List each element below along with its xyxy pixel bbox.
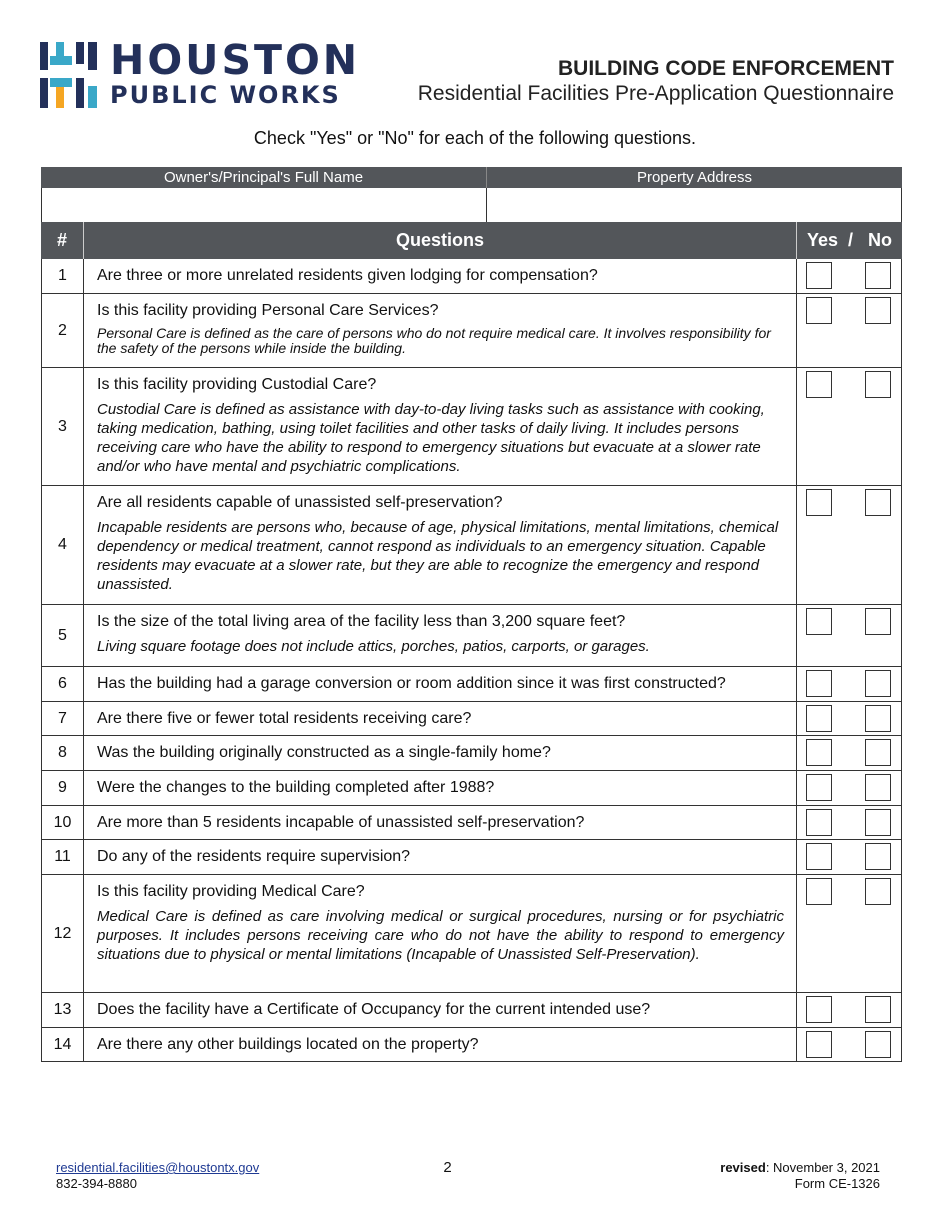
answer-cell xyxy=(797,605,901,666)
answer-cell xyxy=(797,667,901,701)
contact-email-link[interactable]: residential.facilities@houstontx.gov xyxy=(56,1160,260,1175)
revised-label: revised xyxy=(720,1160,766,1175)
question-text: Was the building originally constructed as a single-family home? xyxy=(97,744,551,761)
houston-logo-mark-icon xyxy=(40,42,102,108)
question-cell xyxy=(84,605,797,666)
question-cell xyxy=(84,259,797,293)
question-number: 8 xyxy=(42,736,84,770)
revised-date-value: : November 3, 2021 xyxy=(765,1160,880,1175)
no-checkbox[interactable] xyxy=(865,371,891,398)
page-number: 2 xyxy=(443,1159,452,1176)
question-cell xyxy=(84,294,797,367)
question-number: 10 xyxy=(42,806,84,839)
logo-houston-text: HOUSTON xyxy=(110,36,361,84)
no-checkbox[interactable] xyxy=(865,1031,891,1058)
question-number: 14 xyxy=(42,1028,84,1061)
question-row xyxy=(41,806,902,840)
answer-cell xyxy=(797,840,901,874)
page-title: BUILDING CODE ENFORCEMENT xyxy=(558,57,894,80)
yes-checkbox[interactable] xyxy=(806,705,832,732)
question-row xyxy=(41,368,902,486)
question-row xyxy=(41,840,902,875)
no-checkbox[interactable] xyxy=(865,705,891,732)
no-checkbox[interactable] xyxy=(865,878,891,905)
no-checkbox[interactable] xyxy=(865,739,891,766)
question-text: Is this facility providing Personal Care Services? xyxy=(97,302,439,319)
page-subtitle: Residential Facilities Pre-Application Questionnaire xyxy=(417,82,894,105)
no-checkbox[interactable] xyxy=(865,843,891,870)
question-cell xyxy=(84,771,797,805)
question-text: Are more than 5 residents incapable of unassisted self-preservation? xyxy=(97,814,585,831)
answer-cell xyxy=(797,486,901,604)
no-checkbox[interactable] xyxy=(865,608,891,635)
question-cell xyxy=(84,736,797,770)
answer-cell xyxy=(797,259,901,293)
answer-cell xyxy=(797,368,901,485)
question-text: Were the changes to the building completed after 1988? xyxy=(97,779,495,796)
yes-checkbox[interactable] xyxy=(806,809,832,836)
yes-checkbox[interactable] xyxy=(806,774,832,801)
revised-date xyxy=(720,1160,880,1175)
question-number: 3 xyxy=(42,368,84,485)
owner-input-row xyxy=(41,188,902,222)
question-cell xyxy=(84,667,797,701)
questions-column-header: Questions xyxy=(84,222,797,259)
question-description: Living square footage does not include attics, porches, patios, carports, or garages. xyxy=(97,638,650,655)
yes-checkbox[interactable] xyxy=(806,843,832,870)
owner-header-row xyxy=(41,167,902,188)
question-text: Are there five or fewer total residents receiving care? xyxy=(97,710,472,727)
question-text: Has the building had a garage conversion or room addition since it was first constructed? xyxy=(97,675,726,692)
question-description: Medical Care is defined as care involving medical or surgical procedures, nursing or for psychiatric purposes. It includes persons receiving care who do not have the ability to respond to emergency situations due to physical or mental limitations (Incapable of Unassisted Self-Preservation). xyxy=(97,908,784,963)
question-row xyxy=(41,736,902,771)
question-number: 11 xyxy=(42,840,84,874)
yes-checkbox[interactable] xyxy=(806,297,832,324)
question-number: 9 xyxy=(42,771,84,805)
owner-name-label: Owner's/Principal's Full Name xyxy=(41,167,487,188)
no-checkbox[interactable] xyxy=(865,809,891,836)
question-number: 13 xyxy=(42,993,84,1027)
answer-cell xyxy=(797,736,901,770)
answer-cell xyxy=(797,771,901,805)
logo-public-works-text: PUBLIC WORKS xyxy=(110,81,341,109)
question-row xyxy=(41,667,902,702)
no-checkbox[interactable] xyxy=(865,996,891,1023)
questions-header-row xyxy=(41,222,902,259)
question-number: 1 xyxy=(42,259,84,293)
question-text: Does the facility have a Certificate of Occupancy for the current intended use? xyxy=(97,1001,651,1018)
yes-checkbox[interactable] xyxy=(806,739,832,766)
questionnaire-table xyxy=(41,167,902,1062)
question-row xyxy=(41,486,902,605)
question-cell xyxy=(84,993,797,1027)
answer-cell xyxy=(797,702,901,735)
instruction-text: Check "Yes" or "No" for each of the following questions. xyxy=(253,128,697,148)
question-number: 6 xyxy=(42,667,84,701)
contact-phone: 832-394-8880 xyxy=(56,1176,137,1191)
question-row xyxy=(41,605,902,667)
question-number: 4 xyxy=(42,486,84,604)
question-text: Are all residents capable of unassisted self-preservation? xyxy=(97,494,503,511)
yes-checkbox[interactable] xyxy=(806,608,832,635)
answer-cell xyxy=(797,993,901,1027)
number-column-header: # xyxy=(41,222,84,259)
answer-cell xyxy=(797,875,901,992)
answer-cell xyxy=(797,1028,901,1061)
question-cell xyxy=(84,702,797,735)
answer-cell xyxy=(797,294,901,367)
question-row xyxy=(41,771,902,806)
question-text: Is this facility providing Medical Care? xyxy=(97,883,365,900)
question-number: 12 xyxy=(42,875,84,992)
question-text: Is this facility providing Custodial Care? xyxy=(97,376,377,393)
yes-no-column-header: Yes / No xyxy=(806,230,893,250)
question-text: Is the size of the total living area of the facility less than 3,200 square feet? xyxy=(97,613,626,630)
question-description: Personal Care is defined as the care of persons who do not require medical care. It involves responsibility for the safety of the persons while inside the building. xyxy=(97,325,771,356)
form-number: Form CE-1326 xyxy=(794,1176,880,1191)
owner-name-field[interactable] xyxy=(42,188,487,222)
question-cell xyxy=(84,806,797,839)
question-row xyxy=(41,875,902,993)
question-cell xyxy=(84,486,797,604)
question-text: Are three or more unrelated residents given lodging for compensation? xyxy=(97,267,598,284)
yes-checkbox[interactable] xyxy=(806,489,832,516)
question-row xyxy=(41,702,902,736)
no-checkbox[interactable] xyxy=(865,774,891,801)
question-text: Do any of the residents require supervision? xyxy=(97,848,411,865)
yes-checkbox[interactable] xyxy=(806,371,832,398)
property-address-label: Property Address xyxy=(636,169,753,186)
question-row xyxy=(41,1028,902,1062)
yes-checkbox[interactable] xyxy=(806,670,832,697)
question-number: 7 xyxy=(42,702,84,735)
question-text: Are there any other buildings located on the property? xyxy=(97,1036,479,1053)
question-number: 5 xyxy=(42,605,84,666)
no-checkbox[interactable] xyxy=(865,262,891,289)
question-cell xyxy=(84,368,797,485)
yes-checkbox[interactable] xyxy=(806,996,832,1023)
question-number: 2 xyxy=(42,294,84,367)
question-cell xyxy=(84,840,797,874)
question-row xyxy=(41,993,902,1028)
houston-public-works-logo xyxy=(40,36,361,110)
yes-checkbox[interactable] xyxy=(806,1031,832,1058)
no-checkbox[interactable] xyxy=(865,297,891,324)
property-address-field[interactable] xyxy=(487,188,901,222)
question-cell xyxy=(84,1028,797,1061)
question-description: Custodial Care is defined as assistance with day-to-day living tasks such as assistance with cooking, taking medication, bathing, using toilet facilities and other tasks of daily living. It includes persons receiving care who have the ability to respond to emergency situations but evacuate at a slower rate and/or who have mental and psychiatric complications. xyxy=(97,401,765,475)
question-cell xyxy=(84,875,797,992)
yes-checkbox[interactable] xyxy=(806,878,832,905)
no-checkbox[interactable] xyxy=(865,670,891,697)
yes-checkbox[interactable] xyxy=(806,262,832,289)
no-checkbox[interactable] xyxy=(865,489,891,516)
question-row xyxy=(41,259,902,294)
question-row xyxy=(41,294,902,368)
question-description: Incapable residents are persons who, because of age, physical limitations, mental limitations, chemical dependency or medical treatment, cannot respond as individuals to an emergency situation. Capable residents may evacuate at a slower rate, but they are able to recognize the emergency and respond unassisted. xyxy=(97,519,779,593)
answer-cell xyxy=(797,806,901,839)
